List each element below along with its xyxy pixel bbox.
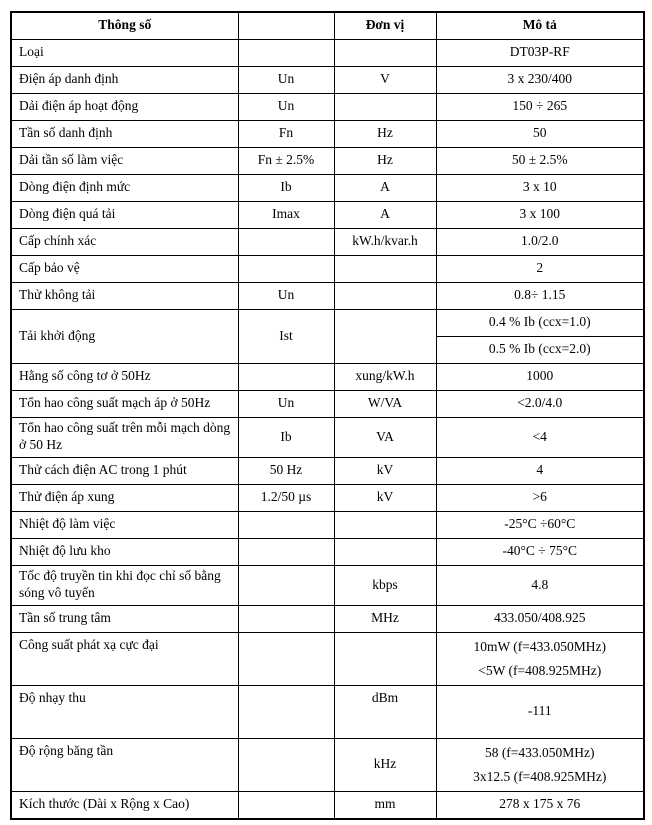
table-row (11, 511, 644, 538)
param-cell: Tổn hao công suất mạch áp ở 50Hz (11, 390, 238, 417)
desc-line: 58 (f=433.050MHz) (484, 744, 595, 760)
symbol-cell (238, 228, 334, 255)
param-cell: Thử không tải (11, 282, 238, 309)
desc-cell: <2.0/4.0 (436, 390, 644, 417)
header-unit: Đơn vị (334, 12, 436, 39)
param-cell: Cấp bảo vệ (11, 255, 238, 282)
desc-cell: 0.5 % Ib (ccx=2.0) (436, 336, 644, 363)
param-cell: Thử điện áp xung (11, 484, 238, 511)
desc-cell: 3 x 230/400 (436, 66, 644, 93)
unit-cell: mm (334, 791, 436, 819)
symbol-cell: Un (238, 93, 334, 120)
table-row (11, 738, 644, 791)
desc-line: <5W (f=408.925MHz) (478, 662, 602, 678)
symbol-cell (238, 632, 334, 685)
table-row (11, 174, 644, 201)
unit-cell (334, 39, 436, 66)
desc-cell (436, 632, 644, 685)
param-cell: Hằng số công tơ ở 50Hz (11, 363, 238, 390)
unit-cell: MHz (334, 605, 436, 632)
symbol-cell: Ib (238, 417, 334, 457)
symbol-cell (238, 255, 334, 282)
symbol-cell (238, 685, 334, 738)
spec-table (10, 11, 645, 820)
symbol-cell (238, 605, 334, 632)
symbol-cell: Fn (238, 120, 334, 147)
symbol-cell: Ib (238, 174, 334, 201)
unit-cell (334, 632, 436, 685)
param-cell: Tần số danh định (11, 120, 238, 147)
table-row (11, 228, 644, 255)
param-cell: Tải khởi động (11, 309, 238, 363)
param-cell: Cấp chính xác (11, 228, 238, 255)
table-row (11, 282, 644, 309)
header-row (11, 12, 644, 39)
desc-cell: 4.8 (436, 565, 644, 605)
desc-line: 3x12.5 (f=408.925MHz) (473, 768, 607, 784)
table-row (11, 538, 644, 565)
unit-cell: VA (334, 417, 436, 457)
table-row (11, 39, 644, 66)
desc-cell: 2 (436, 255, 644, 282)
desc-cell: 1000 (436, 363, 644, 390)
desc-cell: 3 x 100 (436, 201, 644, 228)
param-cell: Nhiệt độ làm việc (11, 511, 238, 538)
unit-cell: kHz (334, 738, 436, 791)
unit-cell (334, 538, 436, 565)
symbol-cell (238, 538, 334, 565)
spec-table-container (10, 11, 645, 820)
table-row (11, 147, 644, 174)
param-cell: Độ rộng băng tần (11, 738, 238, 791)
desc-cell: 50 ± 2.5% (436, 147, 644, 174)
unit-cell (334, 309, 436, 363)
desc-cell: 0.4 % Ib (ccx=1.0) (436, 309, 644, 336)
symbol-cell: Un (238, 390, 334, 417)
unit-cell (334, 93, 436, 120)
param-cell: Dải điện áp hoạt động (11, 93, 238, 120)
desc-cell: 433.050/408.925 (436, 605, 644, 632)
unit-cell (334, 282, 436, 309)
desc-cell: DT03P-RF (436, 39, 644, 66)
param-cell: Loại (11, 39, 238, 66)
symbol-cell: Ist (238, 309, 334, 363)
symbol-cell: Un (238, 66, 334, 93)
unit-cell: kV (334, 484, 436, 511)
desc-cell (436, 738, 644, 791)
param-cell: Dòng điện quá tải (11, 201, 238, 228)
header-param: Thông số (11, 12, 238, 39)
unit-cell: xung/kW.h (334, 363, 436, 390)
desc-cell: -25°C ÷60°C (436, 511, 644, 538)
desc-cell: 4 (436, 457, 644, 484)
table-row (11, 791, 644, 819)
table-row (11, 685, 644, 738)
symbol-cell (238, 738, 334, 791)
table-row (11, 457, 644, 484)
unit-cell: A (334, 201, 436, 228)
param-cell: Công suất phát xạ cực đại (11, 632, 238, 685)
table-row (11, 565, 644, 605)
unit-cell: W/VA (334, 390, 436, 417)
desc-cell: 278 x 175 x 76 (436, 791, 644, 819)
table-row (11, 93, 644, 120)
param-cell: Dải tần số làm việc (11, 147, 238, 174)
desc-cell: 0.8÷ 1.15 (436, 282, 644, 309)
unit-cell: A (334, 174, 436, 201)
param-cell: Dòng điện định mức (11, 174, 238, 201)
param-cell: Tần số trung tâm (11, 605, 238, 632)
param-cell: Độ nhạy thu (11, 685, 238, 738)
table-row (11, 363, 644, 390)
table-row (11, 309, 644, 336)
param-cell: Điện áp danh định (11, 66, 238, 93)
unit-cell: Hz (334, 120, 436, 147)
symbol-cell (238, 39, 334, 66)
param-cell: Nhiệt độ lưu kho (11, 538, 238, 565)
param-cell: Kích thước (Dài x Rộng x Cao) (11, 791, 238, 819)
symbol-cell: 50 Hz (238, 457, 334, 484)
symbol-cell (238, 791, 334, 819)
desc-cell: 3 x 10 (436, 174, 644, 201)
header-symbol (238, 12, 334, 39)
unit-cell: kW.h/kvar.h (334, 228, 436, 255)
symbol-cell: Un (238, 282, 334, 309)
desc-cell: 150 ÷ 265 (436, 93, 644, 120)
table-row (11, 201, 644, 228)
unit-cell (334, 255, 436, 282)
desc-cell: -40°C ÷ 75°C (436, 538, 644, 565)
symbol-cell (238, 565, 334, 605)
desc-line: 10mW (f=433.050MHz) (473, 638, 607, 654)
desc-cell: 1.0/2.0 (436, 228, 644, 255)
unit-cell: kbps (334, 565, 436, 605)
table-row (11, 66, 644, 93)
symbol-cell: 1.2/50 µs (238, 484, 334, 511)
unit-cell: V (334, 66, 436, 93)
desc-cell: >6 (436, 484, 644, 511)
table-row (11, 255, 644, 282)
desc-cell: -111 (436, 685, 644, 738)
table-row (11, 605, 644, 632)
table-row (11, 632, 644, 685)
param-cell: Tổn hao công suất trên mỗi mạch dòng ở 50 Hz (11, 417, 238, 457)
unit-cell: dBm (334, 685, 436, 738)
desc-cell: 50 (436, 120, 644, 147)
param-cell: Thử cách điện AC trong 1 phút (11, 457, 238, 484)
header-desc: Mô tả (436, 12, 644, 39)
table-row (11, 390, 644, 417)
table-row (11, 120, 644, 147)
unit-cell: kV (334, 457, 436, 484)
unit-cell (334, 511, 436, 538)
symbol-cell (238, 363, 334, 390)
symbol-cell: Imax (238, 201, 334, 228)
desc-cell: <4 (436, 417, 644, 457)
symbol-cell (238, 511, 334, 538)
param-cell: Tốc độ truyền tin khi đọc chỉ số bằng sóng vô tuyến (11, 565, 238, 605)
table-row (11, 484, 644, 511)
symbol-cell: Fn ± 2.5% (238, 147, 334, 174)
table-row (11, 417, 644, 457)
unit-cell: Hz (334, 147, 436, 174)
